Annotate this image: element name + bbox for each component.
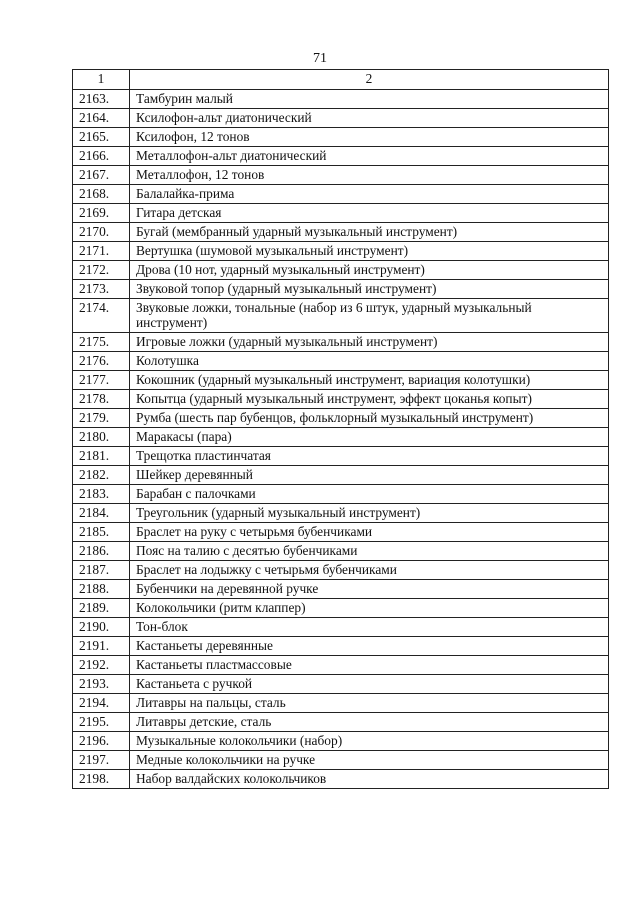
column-header-number: 1 xyxy=(73,70,130,90)
instrument-name-cell: Браслет на руку с четырьмя бубенчиками xyxy=(130,523,609,542)
row-number-cell: 2177. xyxy=(73,371,130,390)
row-number-cell: 2191. xyxy=(73,637,130,656)
instrument-name-cell: Металлофон-альт диатонический xyxy=(130,147,609,166)
table-row xyxy=(73,732,609,751)
page-number: 71 xyxy=(313,51,327,66)
instrument-name-cell: Пояс на талию с десятью бубенчиками xyxy=(130,542,609,561)
table-row xyxy=(73,109,609,128)
instrument-name-cell: Кокошник (ударный музыкальный инструмент, вариация колотушки) xyxy=(130,371,609,390)
table-row xyxy=(73,428,609,447)
instrument-name-cell: Гитара детская xyxy=(130,204,609,223)
instrument-name-cell: Набор валдайских колокольчиков xyxy=(130,770,609,789)
instrument-name-cell: Кастаньеты деревянные xyxy=(130,637,609,656)
row-number-cell: 2169. xyxy=(73,204,130,223)
instrument-name-cell: Литавры детские, сталь xyxy=(130,713,609,732)
row-number-cell: 2174. xyxy=(73,299,130,333)
row-number-cell: 2167. xyxy=(73,166,130,185)
instrument-name-cell: Бугай (мембранный ударный музыкальный инструмент) xyxy=(130,223,609,242)
table-row xyxy=(73,713,609,732)
table-row xyxy=(73,166,609,185)
instrument-name-cell: Колокольчики (ритм клаппер) xyxy=(130,599,609,618)
table-row xyxy=(73,466,609,485)
row-number-cell: 2168. xyxy=(73,185,130,204)
table-row xyxy=(73,542,609,561)
instrument-name-cell: Медные колокольчики на ручке xyxy=(130,751,609,770)
table-row xyxy=(73,223,609,242)
table-row xyxy=(73,485,609,504)
instrument-name-cell: Колотушка xyxy=(130,352,609,371)
instrument-name-cell: Браслет на лодыжку с четырьмя бубенчиками xyxy=(130,561,609,580)
instrument-name-cell: Вертушка (шумовой музыкальный инструмент) xyxy=(130,242,609,261)
row-number-cell: 2175. xyxy=(73,333,130,352)
row-number-cell: 2164. xyxy=(73,109,130,128)
table-row xyxy=(73,504,609,523)
instrument-name-cell: Ксилофон, 12 тонов xyxy=(130,128,609,147)
instrument-name-cell: Бубенчики на деревянной ручке xyxy=(130,580,609,599)
table-row xyxy=(73,637,609,656)
row-number-cell: 2182. xyxy=(73,466,130,485)
table-row xyxy=(73,204,609,223)
row-number-cell: 2189. xyxy=(73,599,130,618)
instrument-name-cell: Румба (шесть пар бубенцов, фольклорный музыкальный инструмент) xyxy=(130,409,609,428)
row-number-cell: 2193. xyxy=(73,675,130,694)
instrument-name-cell: Дрова (10 нот, ударный музыкальный инструмент) xyxy=(130,261,609,280)
instrument-name-cell: Шейкер деревянный xyxy=(130,466,609,485)
table-row xyxy=(73,128,609,147)
instrument-name-cell: Балалайка-прима xyxy=(130,185,609,204)
row-number-cell: 2190. xyxy=(73,618,130,637)
row-number-cell: 2163. xyxy=(73,90,130,109)
row-number-cell: 2181. xyxy=(73,447,130,466)
table-row xyxy=(73,299,609,333)
instrument-name-cell: Маракасы (пара) xyxy=(130,428,609,447)
table-row xyxy=(73,447,609,466)
instrument-name-cell: Игровые ложки (ударный музыкальный инструмент) xyxy=(130,333,609,352)
row-number-cell: 2180. xyxy=(73,428,130,447)
instrument-name-cell: Барабан с палочками xyxy=(130,485,609,504)
instrument-name-cell: Звуковые ложки, тональные (набор из 6 штук, ударный музыкальный инструмент) xyxy=(130,299,609,333)
row-number-cell: 2186. xyxy=(73,542,130,561)
table-row xyxy=(73,371,609,390)
row-number-cell: 2184. xyxy=(73,504,130,523)
row-number-cell: 2172. xyxy=(73,261,130,280)
row-number-cell: 2178. xyxy=(73,390,130,409)
instrument-name-cell: Металлофон, 12 тонов xyxy=(130,166,609,185)
table-row xyxy=(73,599,609,618)
table-row xyxy=(73,523,609,542)
table-row xyxy=(73,280,609,299)
row-number-cell: 2166. xyxy=(73,147,130,166)
table-row xyxy=(73,675,609,694)
row-number-cell: 2194. xyxy=(73,694,130,713)
table-row xyxy=(73,333,609,352)
table-row xyxy=(73,147,609,166)
column-header-name: 2 xyxy=(130,70,609,90)
instrument-name-cell: Тамбурин малый xyxy=(130,90,609,109)
row-number-cell: 2195. xyxy=(73,713,130,732)
row-number-cell: 2196. xyxy=(73,732,130,751)
instrument-name-cell: Литавры на пальцы, сталь xyxy=(130,694,609,713)
row-number-cell: 2170. xyxy=(73,223,130,242)
instrument-name-cell: Трещотка пластинчатая xyxy=(130,447,609,466)
row-number-cell: 2176. xyxy=(73,352,130,371)
row-number-cell: 2192. xyxy=(73,656,130,675)
row-number-cell: 2173. xyxy=(73,280,130,299)
table-row xyxy=(73,261,609,280)
instrument-name-cell: Кастаньеты пластмассовые xyxy=(130,656,609,675)
table-row xyxy=(73,185,609,204)
row-number-cell: 2198. xyxy=(73,770,130,789)
row-number-cell: 2179. xyxy=(73,409,130,428)
instrument-name-cell: Треугольник (ударный музыкальный инструмент) xyxy=(130,504,609,523)
row-number-cell: 2187. xyxy=(73,561,130,580)
table-row xyxy=(73,352,609,371)
instrument-name-cell: Тон-блок xyxy=(130,618,609,637)
row-number-cell: 2171. xyxy=(73,242,130,261)
table-row xyxy=(73,656,609,675)
table-row xyxy=(73,751,609,770)
instrument-name-cell: Музыкальные колокольчики (набор) xyxy=(130,732,609,751)
table-row xyxy=(73,694,609,713)
table-row xyxy=(73,618,609,637)
row-number-cell: 2185. xyxy=(73,523,130,542)
row-number-cell: 2165. xyxy=(73,128,130,147)
row-number-cell: 2197. xyxy=(73,751,130,770)
instrument-name-cell: Копытца (ударный музыкальный инструмент, эффект цоканья копыт) xyxy=(130,390,609,409)
table-body xyxy=(73,90,609,789)
instruments-table xyxy=(72,69,609,789)
row-number-cell: 2183. xyxy=(73,485,130,504)
table-header xyxy=(73,70,609,90)
table-row xyxy=(73,242,609,261)
table-row xyxy=(73,90,609,109)
row-number-cell: 2188. xyxy=(73,580,130,599)
table-row xyxy=(73,390,609,409)
table-row xyxy=(73,409,609,428)
instrument-name-cell: Ксилофон-альт диатонический xyxy=(130,109,609,128)
instrument-name-cell: Кастаньета с ручкой xyxy=(130,675,609,694)
header-row xyxy=(73,70,609,90)
table-row xyxy=(73,561,609,580)
table-row xyxy=(73,580,609,599)
instrument-name-cell: Звуковой топор (ударный музыкальный инструмент) xyxy=(130,280,609,299)
table-row xyxy=(73,770,609,789)
